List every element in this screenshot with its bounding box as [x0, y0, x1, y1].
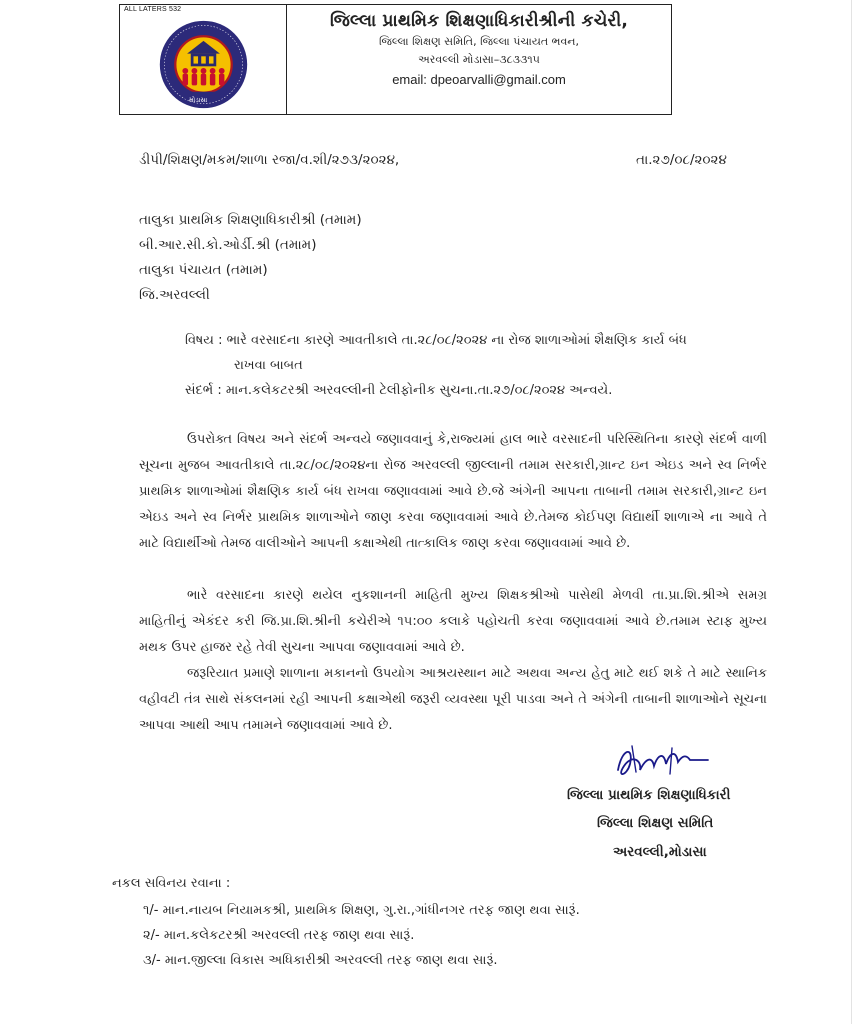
- copy-item: ૧/- માન.નાયબ નિયામકશ્રી, પ્રાથમિક શિક્ષણ, ગુ.રા.,ગાંધીનગર તરફ જાણ થવા સારૂં.: [143, 903, 580, 918]
- recipient-line: તાલુકા પ્રાથમિક શિક્ષણાધિકારીશ્રી (તમામ): [139, 212, 362, 228]
- reference-number: ડીપી/શિક્ષણ/મકમ/શાળા રજા/વ.શી/૨૭૩/૨૦૨૪,: [139, 152, 400, 168]
- logo-caption: મોડાસા: [189, 96, 208, 104]
- subject-line: વિષય : ભારે વરસાદના કારણે આવતીકાલે તા.૨૮/૦૮/૨૦૨૪ ના રોજ શાળાઓમાં શૈક્ષણિક કાર્ય બંધ: [185, 333, 687, 348]
- reference-line: સંદર્ભ : માન.કલેકટરશ્રી અરવલ્લીની ટેલીફોનીક સુચના.તા.૨૭/૦૮/૨૦૨૪ અન્વયે.: [185, 383, 613, 398]
- recipient-line: તાલુકા પંચાયત (તમામ): [139, 262, 268, 278]
- signatory-location: અરવલ્લી,મોડાસા: [613, 844, 707, 860]
- address-line-1: જિલ્લા શિક્ષણ સમિતિ, જિલ્લા પંચાયત ભવન,: [379, 35, 579, 48]
- signatory-designation: જિલ્લા પ્રાથમિક શિક્ષણાધિકારી: [567, 787, 731, 803]
- body-paragraph: જરૂરિયાત પ્રમાણે શાળાના મકાનનો ઉપયોગ આશ્રયસ્થાન માટે અથવા અન્ય હેતુ માટે થઈ શકે તે માટે સ્થાનિક વહીવટી તંત્ર સાથે સંકલનમાં રહી આપની કક્ષાએથી જરૂરી વ્યવસ્થા પૂરી પાડવા અને તે અંગેની તાબાની શાળાઓને સૂચના આપવા આથી આપ તમામને જણાવવામાં આવે છે.: [139, 666, 767, 733]
- logo-cell: [120, 5, 287, 114]
- recipient-line: જિ.અરવલ્લી: [139, 287, 210, 303]
- copy-heading: નકલ સવિનય રવાના :: [112, 876, 231, 891]
- subject-line-continued: રાખવા બાબત: [234, 358, 303, 373]
- reference-code: ALL LATERS 532: [124, 6, 182, 13]
- letter-date: તા.૨૭/૦૮/૨૦૨૪: [636, 152, 727, 168]
- recipient-line: બી.આર.સી.કો.ઓર્ડી.શ્રી (તમામ): [139, 237, 317, 253]
- copy-item: ૨/- માન.કલેકટરશ્રી અરવલ્લી તરફ જાણ થવા સારૂં.: [143, 928, 415, 943]
- office-title: જિલ્લા પ્રાથમિક શિક્ષણાધિકારીશ્રીની કચેરી,: [329, 11, 629, 31]
- address-line-2: અરવલ્લી મોડાસા–૩૮૩૩૧૫: [418, 53, 540, 66]
- handwritten-signature: [612, 740, 722, 782]
- body-paragraph: ભારે વરસાદના કારણે થયેલ નુકશાનની માહિતી મુખ્ય શિક્ષકશ્રીઓ પાસેથી મેળવી તા.પ્રા.શિ.શ્રીએ સમગ્ર માહિતીનું એકંદર કરી જિ.પ્રા.શિ.શ્રીની કચેરીએ ૧૫:૦૦ કલાકે પહોચતી કરવા જણાવવામાં આવે છે.તમામ સ્ટાફ મુખ્ય મથક ઉપર હાજર રહે તેવી સુચના આપવા જણાવવામાં આવે છે.: [139, 588, 767, 655]
- signatory-committee: જિલ્લા શિક્ષણ સમિતિ: [597, 815, 714, 831]
- body-paragraph: ઉપરોક્ત વિષય અને સંદર્ભ અન્વયે જણાવવાનું કે,રાજ્યમાં હાલ ભારે વરસાદની પરિસ્થિતિના કારણે સંદર્ભ વાળી સૂચના મુજબ આવતીકાલે તા.૨૮/૦૮/૨૦૨૪ના રોજ અરવલ્લી જીલ્લાની તમામ સરકારી,ગ્રાન્ટ ઇન એઇડ અને સ્વ નિર્ભર પ્રાથમિક શાળાઓમાં શૈક્ષણિક કાર્ય બંધ રાખવા જણાવવામાં આવે છે.જે અંગેની આપના તાબાની તમામ સરકારી,ગ્રાન્ટ ઇન એઇડ અને સ્વ નિર્ભર પ્રાથમિક શાળાઓને જાણ કરવા જણાવવામાં આવે છે.તેમજ કોઈપણ વિદ્યાર્થી શાળાએ ના આવે તે માટે વિદ્યાર્થીઓ તેમજ વાલીઓને આપની કક્ષાએથી તાત્કાલિક જાણ કરવા જણાવવામાં આવે છે.: [139, 432, 767, 551]
- copy-item: ૩/- માન.જીલ્લા વિકાસ અધિકારીશ્રી અરવલ્લી તરફ જાણ થવા સારૂં.: [143, 953, 498, 968]
- office-details: [287, 5, 671, 114]
- office-email: email: dpeoarvalli@gmail.com: [392, 72, 566, 87]
- letterhead: [119, 4, 672, 115]
